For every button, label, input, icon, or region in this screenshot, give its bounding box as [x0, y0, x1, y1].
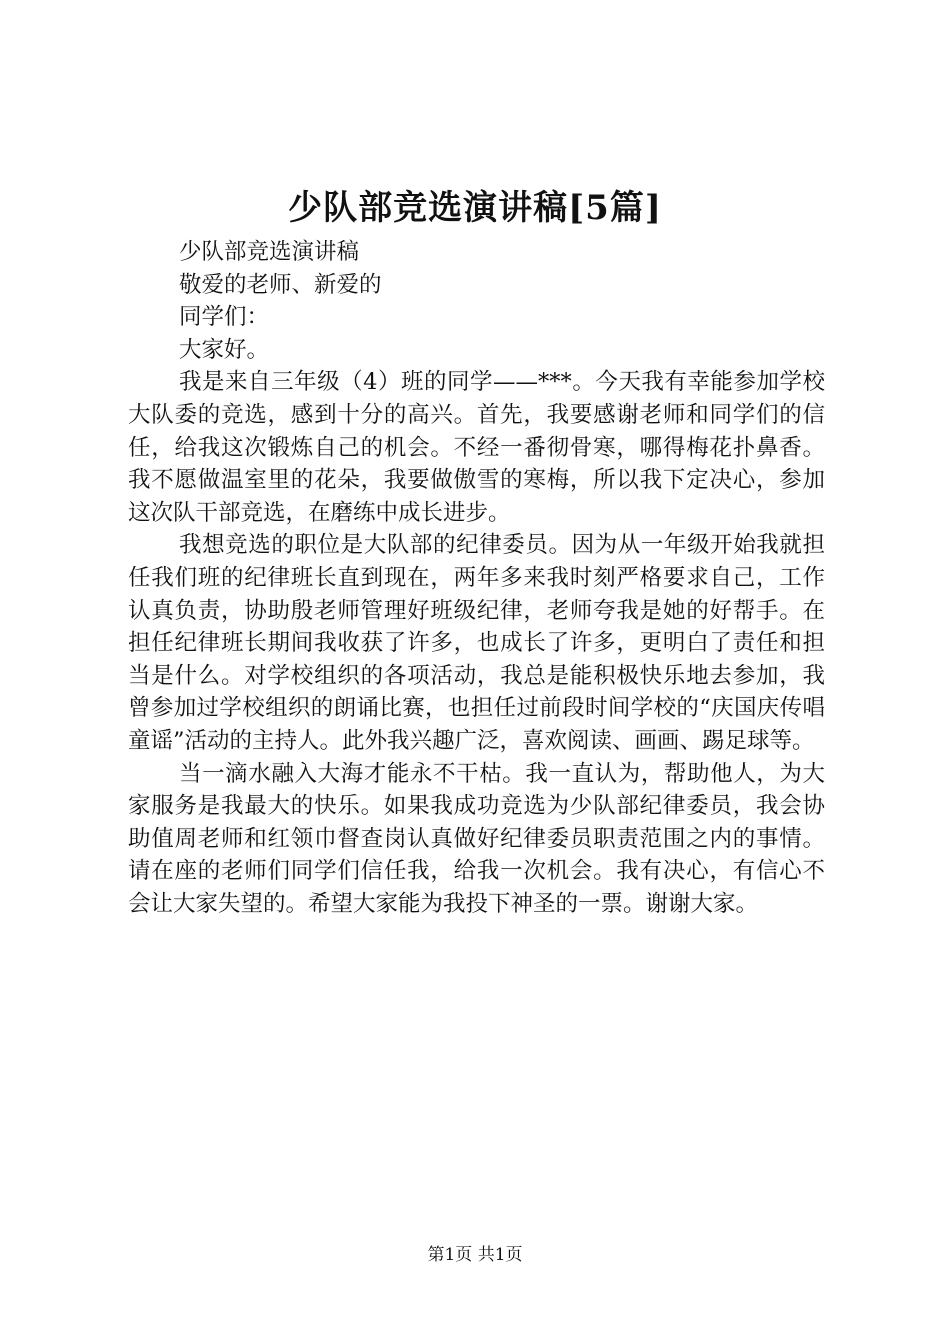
salutation-line: 同学们： — [179, 304, 270, 331]
greeting-line: 大家好。 — [179, 336, 270, 363]
body-paragraph: 当一滴水融入大海才能永不干枯。我一直认为，帮助他人，为大家服务是我最大的快乐。如果我成功竞选为少队部纪律委员，我会协助值周老师和红领巾督查岗认真做好纪律委员职责范围之内的事情。请在座的老师们同学们信任我，给我一次机会。我有决心，有信心不会让大家失望的。希望大家能为我投下神圣的一票。谢谢大家。 — [128, 760, 825, 917]
body-paragraph: 我想竞选的职位是大队部的纪律委员。因为从一年级开始我就担任我们班的纪律班长直到现在，两年多来我时刻严格要求自己，工作认真负责，协助殷老师管理好班级纪律，老师夸我是她的好帮手。在担任纪律班长期间我收获了许多，也成长了许多，更明白了责任和担当是什么。对学校组织的各项活动，我总是能积极快乐地去参加，我曾参加过学校组织的朗诵比赛，也担任过前段时间学校的“庆国庆传唱童谣”活动的主持人。此外我兴趣广泛，喜欢阅读、画画、踢足球等。 — [128, 532, 825, 754]
speech-heading: 少队部竞选演讲稿 — [179, 239, 360, 265]
salutation-line: 敬爱的老师、新爱的 — [179, 271, 382, 298]
body-paragraph: 我是来自三年级（4）班的同学——***。今天我有幸能参加学校大队委的竞选，感到十分的高兴。首先，我要感谢老师和同学们的信任，给我这次锻炼自己的机会。不经一番彻骨寒，哪得梅花扑鼻香。我不愿做温室里的花朵，我要做傲雪的寒梅，所以我下定决心，参加这次队干部竞选，在磨练中成长进步。 — [128, 369, 825, 526]
document-title: 少队部竞选演讲稿[5篇] — [288, 188, 662, 228]
document-body — [128, 236, 825, 920]
page-footer: 第1页 共1页 — [427, 1245, 523, 1265]
